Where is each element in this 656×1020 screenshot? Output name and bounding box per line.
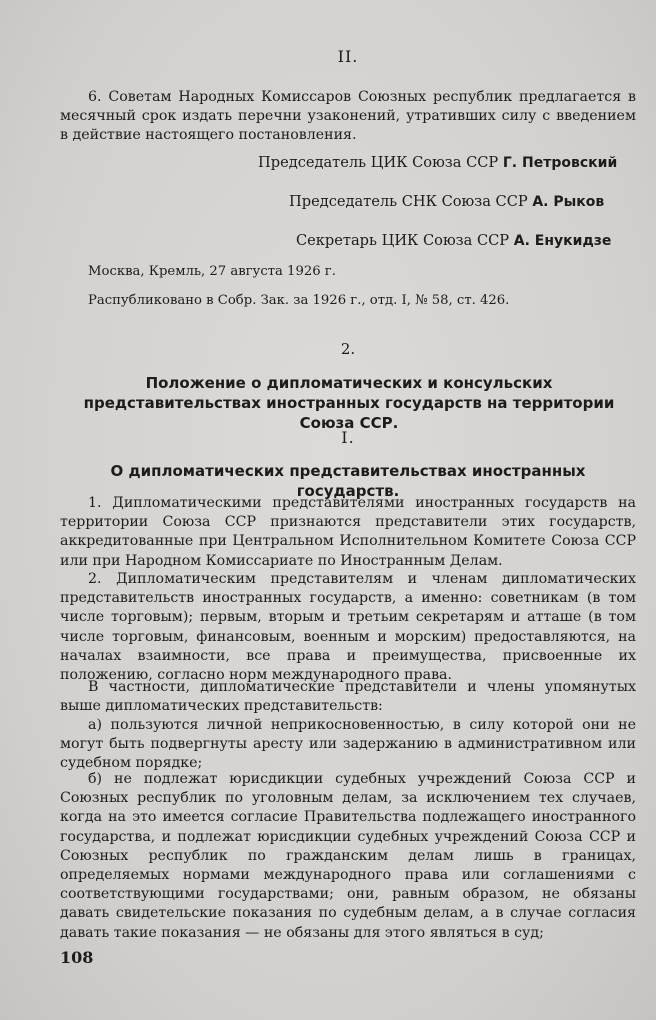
signature-title: Председатель ЦИК Союза ССР (258, 154, 499, 171)
page-number: 108 (60, 948, 94, 967)
paragraph-6: 6. Советам Народных Комиссаров Союзных республик предлагается в месячный срок издать перечни узаконений, утративших силу с введением в действие настоящего постановления. (60, 89, 636, 144)
signature-secretary-cik (296, 232, 611, 249)
publication-note: Распубликовано в Собр. Зак. за 1926 г., отд. I, № 58, ст. 426. (88, 293, 510, 308)
clause-a: а) пользуются личной неприкосновенностью, в силу которой они не могут быть подвергнуты аресту или задержанию в административном или судебном порядке; (60, 717, 636, 772)
article-2: 2. Дипломатическим представителям и членам дипломатических представительств иностранных государств, а именно: советникам (в том числе торговым); первым, вторым и третьим секретарям и атташе (в том числе торговым, финансовым, военным и морским) предоставляются, на началах взаимности, все права и преимущества, присвоенные их положению, согласно норм международного права. (60, 571, 636, 684)
place-and-date: Москва, Кремль, 27 августа 1926 г. (88, 264, 336, 279)
section-heading-i: I. (341, 428, 355, 447)
article-2-paragraph: В частности, дипломатические представители и члены упомянутых выше дипломатических представительств: (60, 679, 636, 715)
signature-name: А. Енукидзе (513, 233, 612, 249)
document-title: Положение о дипломатических и консульских представительствах иностранных государств на территории Союза ССР. (83, 374, 615, 432)
signature-chairman-snk (289, 193, 604, 210)
clause-b: б) не подлежат юрисдикции судебных учреждений Союза ССР и Союзных республик по уголовным делам, за исключением тех случаев, когда на это имеется согласие Правительства подлежащего иностранного государства, и подлежат юрисдикции судебных учреждений Союза ССР и Союзных республик по гражданским делам лишь в границах, определяемых нормами международного права или соглашениями с соответствующими государствами; они, равным образом, не обязаны давать свидетельские показания по судебным делам, а в случае согласия давать такие показания — не обязаны для этого являться в суд; (60, 771, 636, 941)
section-heading-ii: II. (337, 47, 359, 66)
signature-name: А. Рыков (532, 194, 605, 210)
signature-title: Председатель СНК Союза ССР (289, 193, 528, 210)
signature-chairman-cik (258, 154, 617, 171)
section-title: О дипломатических представительствах иностранных государств. (110, 462, 586, 500)
article-1: 1. Дипломатическими представителями иностранных государств на территории Союза ССР признаются представители этих государств, аккредитованные при Центральном Исполнительном Комитете Союза ССР или при Народном Комиссариате по Иностранным Делам. (60, 495, 636, 569)
signature-title: Секретарь ЦИК Союза ССР (296, 232, 510, 249)
document-number: 2. (340, 340, 356, 358)
signature-name: Г. Петровский (502, 155, 618, 171)
